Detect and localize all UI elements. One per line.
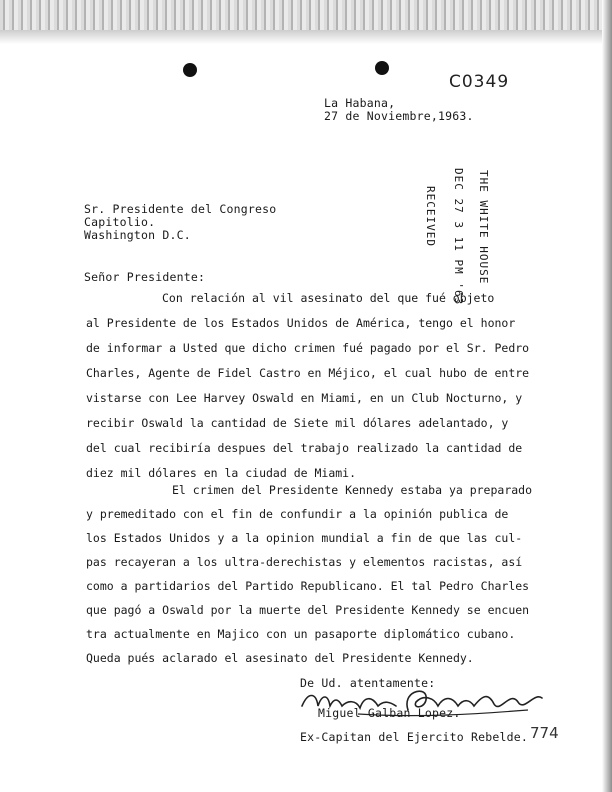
paragraph-2-line: como a partidarios del Partido Republicano. El tal Pedro Charles	[86, 579, 530, 593]
stamp-line-1: THE WHITE HOUSE	[477, 170, 490, 285]
paragraph-2-line: pas recayeran a los ultra-derechistas y elementos racistas, así	[86, 555, 523, 569]
scan-top-edge	[0, 0, 612, 44]
recipient-line-1: Sr. Presidente del Congreso	[84, 202, 277, 216]
salutation: Señor Presidente:	[84, 270, 206, 284]
typed-name: Miguel Galban Lopez.	[318, 706, 461, 720]
scan-right-edge	[602, 0, 612, 792]
paragraph-1-line: vistarse con Lee Harvey Oswald en Miami, en un Club Nocturno, y	[86, 391, 523, 405]
place: La Habana,	[324, 96, 396, 110]
paragraph-2-line: tra actualmente en Majico con un pasaporte diplomático cubano.	[86, 627, 516, 641]
paragraph-2-line: que pagó a Oswald por la muerte del Presidente Kennedy se encuen	[86, 603, 530, 617]
paragraph-1-line: del cual recibiría despues del trabajo realizado la cantidad de	[86, 441, 523, 455]
paragraph-1	[86, 286, 556, 486]
recipient-line-2: Capitolio.	[84, 215, 156, 229]
punch-hole-right	[375, 61, 389, 75]
stamp-line-2: DEC 27 3 11 PM '63	[452, 168, 465, 306]
paragraph-1-line: diez mil dólares en la ciudad de Miami.	[86, 466, 357, 480]
paragraph-2	[86, 478, 556, 670]
punch-hole-left	[183, 63, 197, 77]
date: 27 de Noviembre,1963.	[324, 109, 474, 123]
paragraph-1-line: Con relación al vil asesinato del que fué objeto	[162, 291, 495, 305]
paragraph-1-line: de informar a Usted que dicho crimen fué pagado por el Sr. Pedro	[86, 341, 530, 355]
paragraph-1-line: recibir Oswald la cantidad de Siete mil dólares adelantado, y	[86, 416, 509, 430]
recipient-line-3: Washington D.C.	[84, 228, 191, 242]
paragraph-2-line: Queda pués aclarado el asesinato del Presidente Kennedy.	[86, 651, 474, 665]
signer-title: Ex-Capitan del Ejercito Rebelde.	[300, 730, 528, 744]
paragraph-1-line: Charles, Agente de Fidel Castro en Méjico, el cual hubo de entre	[86, 366, 530, 380]
closing: De Ud. atentamente:	[300, 676, 436, 690]
paragraph-1-line: al Presidente de los Estados Unidos de América, tengo el honor	[86, 316, 516, 330]
paragraph-2-line: y premeditado con el fin de confundir a la opinión publica de	[86, 507, 509, 521]
page-mark: 774	[530, 724, 559, 742]
paragraph-2-line: El crimen del Presidente Kennedy estaba ya preparado	[172, 483, 533, 497]
paragraph-2-line: los Estados Unidos y a la opinion mundial a fin de que las cul-	[86, 531, 523, 545]
stamp-line-3: RECEIVED	[424, 186, 437, 247]
document-number: C0349	[449, 72, 510, 92]
